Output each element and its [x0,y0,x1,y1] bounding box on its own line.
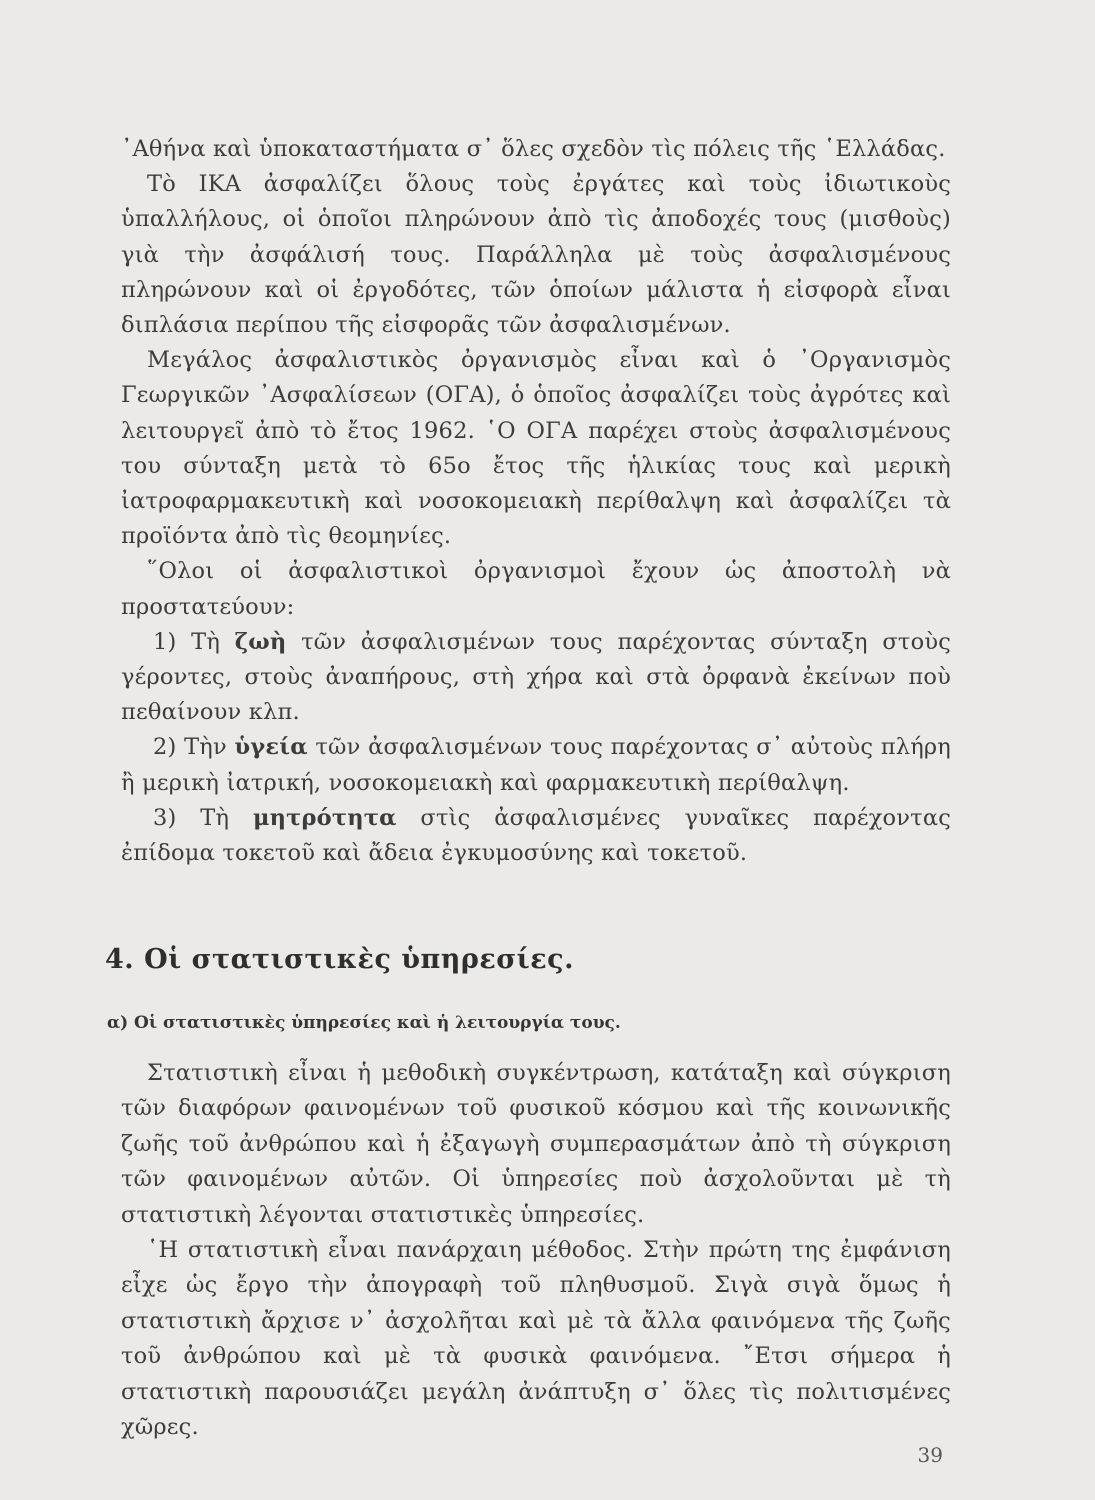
list-item-maternity [121,801,951,871]
section-heading: 4. Οἱ στατιστικὲς ὑπηρεσίες. [105,944,575,975]
subsection-heading: α) Οἱ στατιστικὲς ὑπηρεσίες καὶ ἡ λειτουργία τους. [107,1013,621,1033]
list-item-prefix: 3) Τὴ [153,804,230,831]
body-text-lower [121,1056,951,1445]
list-item-keyword: ζωὴ [234,628,287,655]
list-item-text: τῶν ἀσφαλισμένων τους παρέχοντας σ᾿ αὐτοὺς πλήρη ἢ μερικὴ ἰατρική, νοσοκομειακὴ καὶ φαρμακευτικὴ περίθαλψη. [121,734,951,796]
paragraph-ika: Τὸ ΙΚΑ ἀσφαλίζει ὅλους τοὺς ἐργάτες καὶ τοὺς ἰδιωτικοὺς ὑπαλλήλους, οἱ ὁποῖοι πληρώνουν ἀπὸ τὶς ἀποδοχές τους (μισθοὺς) γιὰ τὴν ἀσφάλισή τους. Παράλληλα μὲ τοὺς ἀσφαλισμένους πληρώνουν καὶ οἱ ἐργοδότες, τῶν ὁποίων μάλιστα ἡ εἰσφορὰ εἶναι διπλάσια περίπου τῆς εἰσφορᾶς τῶν ἀσφαλισμένων. [121,171,951,339]
paragraph-stat-definition: Στατιστικὴ εἶναι ἡ μεθοδικὴ συγκέντρωση, κατάταξη καὶ σύγκριση τῶν διαφόρων φαινομένων τοῦ φυσικοῦ κόσμου καὶ τῆς κοινωνικῆς ζωῆς τοῦ ἀνθρώπου καὶ ἡ ἐξαγωγὴ συμπερασμάτων ἀπὸ τὴ σύγκριση τῶν φαινομένων αὐτῶν. Οἱ ὑπηρεσίες ποὺ ἀσχολοῦνται μὲ τὴ στατιστικὴ λέγονται στατιστικὲς ὑπηρεσίες. [121,1060,951,1228]
paragraph-oga: Μεγάλος ἀσφαλιστικὸς ὀργανισμὸς εἶναι καὶ ὁ ᾿Οργανισμὸς Γεωργικῶν ᾿Ασφαλίσεων (ΟΓΑ), ὁ ὁποῖος ἀσφαλίζει τοὺς ἀγρότες καὶ λειτουργεῖ ἀπὸ τὸ ἔτος 1962. ῾Ο ΟΓΑ παρέχει στοὺς ἀσφαλισμένους του σύνταξη μετὰ τὸ 65ο ἔτος τῆς ἡλικίας τους καὶ μερικὴ ἰατροφαρμακευτικὴ καὶ νοσοκομειακὴ περίθαλψη καὶ ἀσφαλίζει τὰ προϊόντα ἀπὸ τὶς θεομηνίες. [121,347,951,550]
body-text-upper [121,132,951,871]
page-number: 39 [917,1443,943,1467]
list-item-keyword: ὑγεία [234,734,308,761]
paragraph-mission: ῞Ολοι οἱ ἀσφαλιστικοὶ ὀργανισμοὶ ἔχουν ὡς ἀποστολὴ νὰ προστατεύουν: [121,558,951,620]
paragraph-continuation: ᾿Αθήνα καὶ ὑποκαταστήματα σ᾿ ὅλες σχεδὸν τὶς πόλεις τῆς ῾Ελλάδας. [121,136,946,162]
list-item-text: τῶν ἀσφαλισμένων τους παρέχοντας σύνταξη στοὺς γέροντες, στοὺς ἀναπήρους, στὴ χήρα καὶ στὰ ὀρφανὰ ἐκείνων ποὺ πεθαίνουν κλπ. [121,628,951,726]
list-item-text: στὶς ἀσφαλισμένες γυναῖκες παρέχοντας ἐπίδομα τοκετοῦ καὶ ἄδεια ἐγκυμοσύνης καὶ τοκετοῦ. [121,804,952,867]
list-item-life [121,625,951,731]
list-item-health [121,730,951,800]
paragraph-stat-history: ῾Η στατιστικὴ εἶναι πανάρχαιη μέθοδος. Στὴν πρώτη της ἐμφάνιση εἶχε ὡς ἔργο τὴν ἀπογραφὴ τοῦ πληθυσμοῦ. Σιγὰ σιγὰ ὅμως ἡ στατιστικὴ ἄρχισε ν᾿ ἀσχολῆται καὶ μὲ τὰ ἄλλα φαινόμενα τῆς ζωῆς τοῦ ἀνθρώπου καὶ μὲ τὰ φυσικὰ φαινόμενα. ῎Ετσι σήμερα ἡ στατιστικὴ παρουσιάζει μεγάλη ἀνάπτυξη σ᾿ ὅλες τὶς πολιτισμένες χῶρες. [121,1237,951,1441]
list-item-prefix: 1) Τὴ [153,628,221,655]
list-item-prefix: 2) Τὴν [153,734,227,761]
list-item-keyword: μητρότητα [252,804,397,831]
